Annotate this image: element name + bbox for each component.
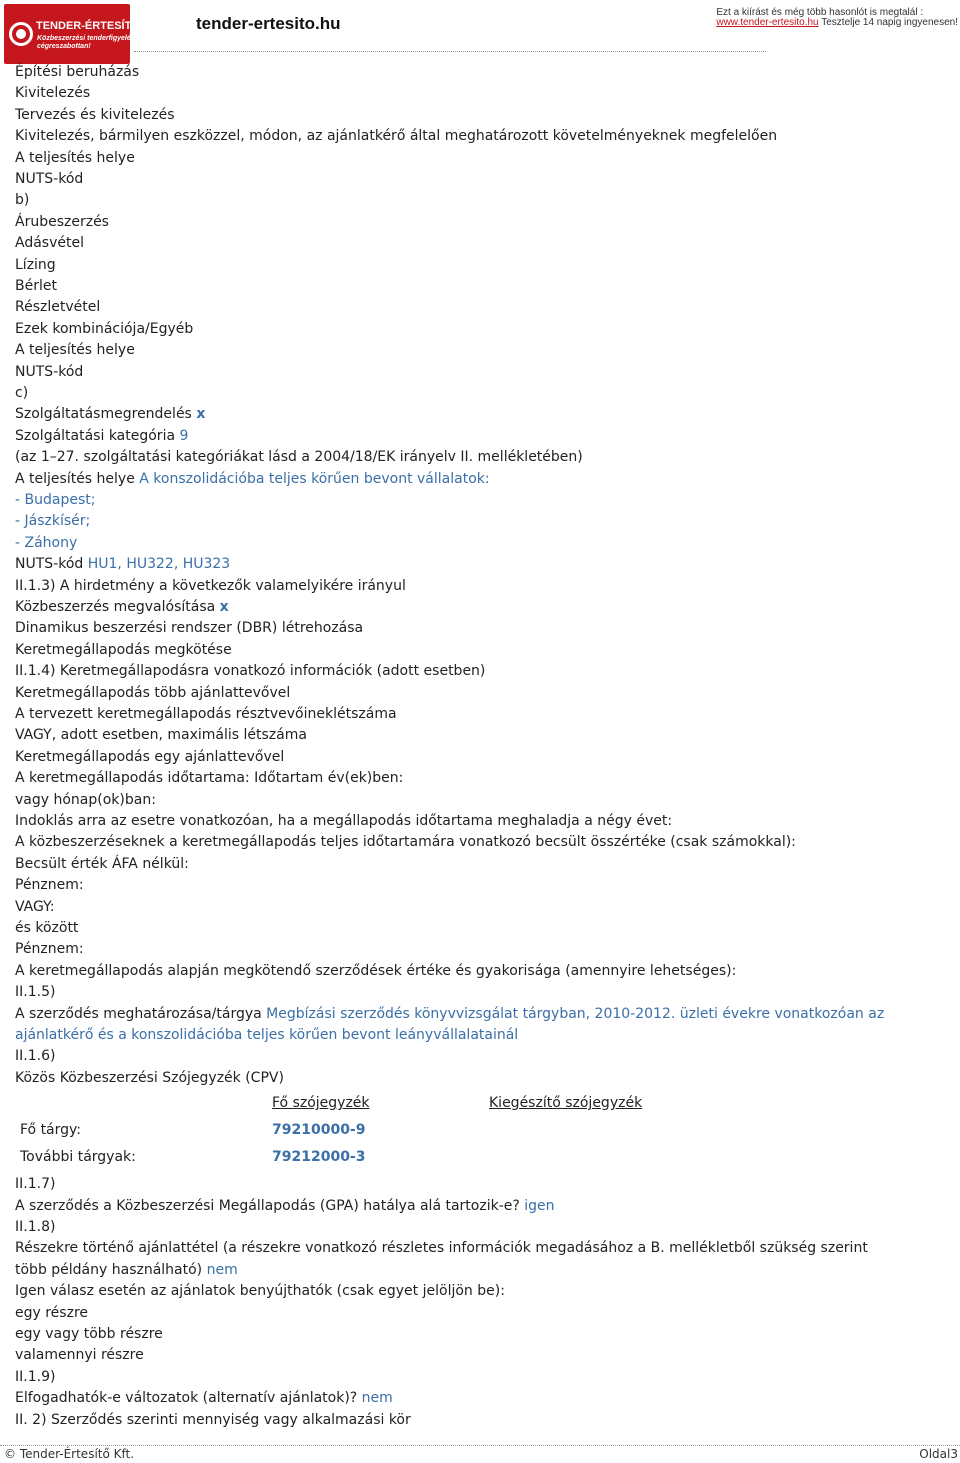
document-line [15, 1324, 163, 1344]
line-label: Pénznem: [15, 941, 84, 958]
document-line [15, 725, 307, 745]
document-line [15, 148, 135, 168]
document-line [15, 1004, 884, 1024]
document-line [15, 533, 77, 553]
line-label: Kivitelezés, bármilyen eszközzel, módon, az ajánlatkérő által meghatározott követelményeknek megfelelően [15, 128, 778, 145]
line-label: A szerződés a Közbeszerzési Megállapodás (GPA) hatálya alá tartozik-e? [15, 1197, 520, 1214]
line-label: Lízing [15, 256, 56, 273]
line-label: Pénznem: [15, 877, 84, 894]
cpv-main-header: Fő szójegyzék [272, 1095, 370, 1112]
line-label: II.1.6) [15, 1048, 56, 1065]
line-label: Közbeszerzés megvalósítása [15, 599, 216, 615]
document-line [15, 576, 406, 596]
line-label: II.1.4) Keretmegállapodásra vonatkozó információk (adott esetben) [15, 663, 486, 680]
line-label: A szerződés meghatározása/tárgya [15, 1005, 262, 1022]
line-label: Szolgáltatásmegrendelés [15, 406, 192, 423]
line-label: II.1.5) [15, 984, 56, 1001]
logo-ring-icon [9, 22, 33, 46]
document-line [15, 554, 230, 574]
line-label: több példány használható) [15, 1261, 203, 1278]
line-label: Becsült érték ÁFA nélkül: [15, 855, 189, 872]
line-label: NUTS-kód [15, 363, 84, 380]
document-line [15, 768, 403, 788]
document-line [15, 704, 397, 724]
line-label: Kivitelezés [15, 85, 91, 102]
line-label: VAGY, adott esetben, maximális létszáma [15, 727, 307, 744]
header-divider [134, 51, 766, 52]
line-value: nem [206, 1261, 238, 1278]
footer-divider [0, 1445, 960, 1446]
document-line [15, 1303, 88, 1323]
logo-sub-line-2: cégreszabottan! [37, 43, 91, 50]
document-line [15, 939, 84, 959]
page-header [0, 0, 960, 66]
cpv-extra-header: Kiegészítő szójegyzék [489, 1095, 643, 1112]
line-label: II.1.7) [15, 1176, 56, 1193]
line-value: - Jászkísér; [15, 513, 91, 530]
document-line [15, 340, 135, 360]
document-line [15, 383, 28, 403]
document-line [15, 854, 189, 874]
document-line [15, 190, 29, 210]
line-value: igen [524, 1197, 555, 1214]
document-line [15, 961, 736, 981]
document-line [15, 918, 78, 938]
document-line [15, 1388, 393, 1408]
document-line [15, 169, 83, 189]
document-line [15, 1174, 55, 1194]
document-line [15, 683, 290, 703]
line-label: Ezek kombinációja/Egyéb [15, 320, 194, 337]
line-label: NUTS-kód [15, 556, 84, 573]
line-label: (az 1–27. szolgáltatási kategóriákat lásd a 2004/18/EK irányelv II. mellékletében) [15, 449, 583, 466]
line-label: A teljesítés helye [15, 342, 135, 359]
document-line [15, 1367, 55, 1387]
document-line [15, 1025, 518, 1045]
document-line [15, 447, 583, 467]
logo-subtitle [37, 35, 135, 51]
document-line [15, 1281, 505, 1301]
document-line [15, 126, 777, 146]
line-value: ajánlatkérő és a konszolidációba teljes körűen bevont leányvállalatainál [15, 1027, 519, 1043]
document-line [15, 276, 57, 296]
line-label: Adásvétel [15, 235, 84, 252]
document-line [15, 597, 229, 617]
document-line [15, 640, 232, 660]
line-label: c) [15, 385, 29, 401]
document-line [15, 790, 156, 810]
document-line [15, 255, 56, 275]
line-label: Dinamikus beszerzési rendszer (DBR) létrehozása [15, 620, 364, 637]
line-label: b) [15, 192, 30, 209]
logo-title: TENDER-ÉRTESÍTŐ.hu [36, 20, 157, 32]
document-line [15, 661, 485, 681]
line-label: NUTS-kód [15, 171, 84, 187]
document-line [15, 490, 95, 510]
line-label: Keretmegállapodás több ajánlattevővel [15, 684, 291, 701]
document-line [15, 875, 84, 895]
document-line [15, 1410, 411, 1430]
cpv-code: 79212000-3 [272, 1149, 366, 1166]
cpv-code: 79210000-9 [272, 1122, 366, 1139]
document-line [15, 897, 55, 917]
line-label: Részekre történő ajánlattétel (a részekre vonatkozó részletes információk megadásához a B. mellékletből szükség szerint [15, 1240, 868, 1257]
document-line [15, 426, 188, 446]
document-line [15, 811, 672, 831]
line-label: II. 2) Szerződés szerinti mennyiség vagy alkalmazási kör [15, 1411, 411, 1428]
document-line [15, 747, 284, 767]
line-label: és között [15, 920, 79, 936]
selected-mark: x [219, 599, 229, 615]
document-line [15, 982, 55, 1002]
line-label: II.1.8) [15, 1219, 56, 1235]
promo-link[interactable]: www.tender-ertesito.hu [716, 17, 819, 28]
document-line [15, 83, 90, 103]
line-label: valamennyi részre [15, 1347, 144, 1364]
selected-mark: x [196, 406, 206, 423]
document-line [15, 233, 84, 253]
document-line [15, 212, 109, 232]
document-line [15, 297, 100, 317]
line-label: egy részre [15, 1304, 89, 1321]
line-label: egy vagy több részre [15, 1326, 163, 1342]
document-line [15, 832, 796, 852]
line-label: Tervezés és kivitelezés [15, 106, 175, 123]
promo-line-1: Ezt a kiírást és még több hasonlót is megtalál : [716, 7, 924, 18]
document-line [15, 1238, 868, 1258]
footer-copyright: © Tender-Értesítő Kft. [4, 1447, 135, 1461]
line-label: VAGY: [15, 898, 55, 915]
line-label: II.1.9) [15, 1368, 56, 1385]
document-line [15, 404, 205, 424]
document-line [15, 105, 175, 125]
line-value: A konszolidációba teljes körűen bevont vállalatok: [139, 470, 490, 487]
tender-ertesito-logo[interactable] [4, 4, 157, 64]
footer-page-number: Oldal3 [919, 1447, 958, 1461]
line-label: A keretmegállapodás időtartama: Időtartam év(ek)ben: [15, 770, 404, 787]
line-value: - Záhony [15, 534, 78, 551]
line-label: Közös Közbeszerzési Szójegyzék (CPV) [15, 1069, 284, 1086]
document-line [15, 1217, 55, 1237]
line-label: Elfogadhatók-e változatok (alternatív ajánlatok)? [15, 1390, 358, 1407]
cpv-row-label: Fő tárgy: [20, 1122, 82, 1139]
line-label: II.1.3) A hirdetmény a következők valamelyikére irányul [15, 577, 406, 594]
line-label: A teljesítés helye [15, 149, 135, 166]
site-name: tender-ertesito.hu [196, 14, 341, 33]
line-label: Indoklás arra az esetre vonatkozóan, ha a megállapodás időtartama meghaladja a négy évet: [15, 813, 673, 829]
line-value: 9 [179, 427, 189, 444]
document-line [15, 62, 139, 82]
logo-sub-line-1: Közbeszerzési tenderfigyelés [37, 35, 135, 42]
line-label: A közbeszerzéseknek a keretmegállapodás teljes időtartamára vonatkozó becsült összértéke (csak számokkal): [15, 834, 796, 851]
promo-text [716, 8, 958, 28]
document-line [15, 618, 363, 638]
line-label: Részletvétel [15, 299, 101, 316]
line-label: Keretmegállapodás egy ajánlattevővel [15, 748, 285, 765]
line-value: HU1, HU322, HU323 [87, 556, 231, 573]
line-label: Szolgáltatási kategória [15, 427, 176, 444]
document-line [15, 319, 193, 339]
line-label: A tervezett keretmegállapodás résztvevőineklétszáma [15, 706, 397, 722]
line-label: vagy hónap(ok)ban: [15, 791, 156, 808]
cpv-row-label: További tárgyak: [20, 1149, 136, 1166]
document-line [15, 1260, 238, 1280]
document-line [15, 511, 90, 531]
line-label: Árubeszerzés [15, 213, 109, 230]
line-value: - Budapest; [15, 492, 96, 508]
line-label: A keretmegállapodás alapján megkötendő szerződések értéke és gyakorisága (amennyire lehetséges): [15, 962, 737, 979]
document-line [15, 362, 83, 382]
document-line [15, 469, 490, 489]
document-line [15, 1046, 55, 1066]
line-label: Keretmegállapodás megkötése [15, 641, 232, 658]
document-line [15, 1345, 144, 1365]
line-label: Bérlet [15, 278, 57, 294]
document-line [15, 1068, 284, 1088]
line-value: Megbízási szerződés könyvvizsgálat tárgyban, 2010-2012. üzleti évekre vonatkozóan az [266, 1005, 885, 1022]
line-value: nem [361, 1390, 393, 1407]
line-label: A teljesítés helye [15, 470, 135, 487]
document-line [15, 1196, 555, 1216]
promo-tail: Tesztelje 14 napig ingyenesen! [818, 17, 958, 28]
line-label: Építési beruházás [15, 64, 140, 80]
line-label: Igen válasz esetén az ajánlatok benyújthatók (csak egyet jelöljön be): [15, 1283, 505, 1300]
